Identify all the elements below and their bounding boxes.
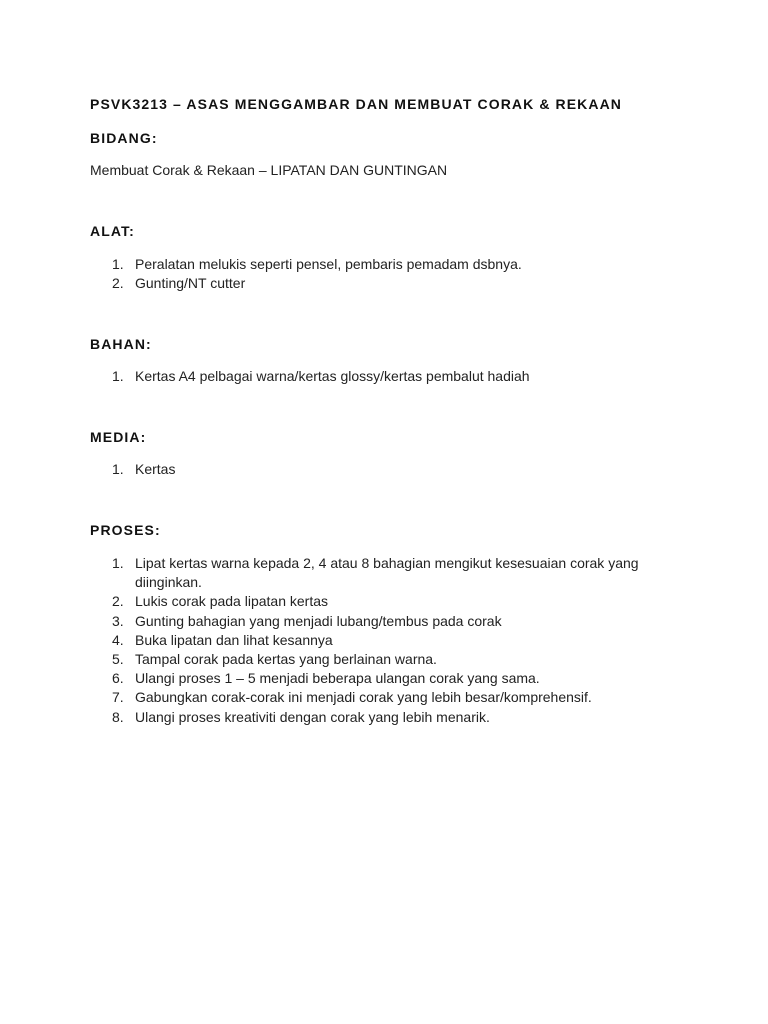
list-number: 2. bbox=[112, 593, 124, 610]
list-text: Gunting bahagian yang menjadi lubang/tembus pada corak bbox=[135, 612, 502, 629]
list-number: 5. bbox=[112, 651, 124, 668]
list-text: Peralatan melukis seperti pensel, pembaris pemadam dsbnya. bbox=[135, 256, 522, 272]
list-number: 6. bbox=[112, 670, 124, 687]
list-text: Ulangi proses 1 – 5 menjadi beberapa ulangan corak yang sama. bbox=[135, 670, 540, 687]
proses-list bbox=[0, 554, 695, 727]
list-item bbox=[0, 612, 695, 631]
list-text: Gunting/NT cutter bbox=[135, 275, 246, 292]
list-number: 8. bbox=[112, 708, 124, 725]
alat-list bbox=[0, 255, 695, 293]
list-item bbox=[0, 688, 695, 707]
list-item bbox=[0, 631, 695, 650]
heading-media: MEDIA: bbox=[90, 429, 147, 445]
heading-alat: ALAT: bbox=[90, 223, 135, 239]
document-title: PSVK3213 – ASAS MENGGAMBAR DAN MEMBUAT CORAK & REKAAN bbox=[90, 96, 623, 112]
list-text: Ulangi proses kreativiti dengan corak yang lebih menarik. bbox=[135, 708, 490, 725]
list-number: 7. bbox=[112, 689, 124, 706]
heading-bidang: BIDANG: bbox=[90, 130, 158, 146]
list-item bbox=[0, 592, 695, 611]
list-text: Gabungkan corak-corak ini menjadi corak yang lebih besar/komprehensif. bbox=[135, 689, 592, 706]
list-number: 4. bbox=[112, 631, 124, 648]
list-number: 1. bbox=[112, 555, 124, 571]
heading-proses: PROSES: bbox=[90, 522, 161, 538]
list-text: Kertas A4 pelbagai warna/kertas glossy/kertas pembalut hadiah bbox=[135, 368, 530, 384]
list-text: Lukis corak pada lipatan kertas bbox=[135, 593, 328, 610]
list-text: Buka lipatan dan lihat kesannya bbox=[135, 631, 333, 648]
list-item bbox=[0, 669, 695, 688]
list-text: Kertas bbox=[135, 461, 176, 477]
list-number: 1. bbox=[112, 368, 124, 384]
bidang-text: Membuat Corak & Rekaan – LIPATAN DAN GUNTINGAN bbox=[90, 162, 448, 178]
list-number: 1. bbox=[112, 256, 124, 272]
bahan-list bbox=[0, 367, 695, 386]
list-item bbox=[0, 255, 695, 274]
heading-bahan: BAHAN: bbox=[90, 336, 152, 352]
list-number: 3. bbox=[112, 612, 124, 629]
list-item bbox=[0, 274, 695, 293]
media-list bbox=[0, 460, 695, 479]
list-text: Tampal corak pada kertas yang berlainan warna. bbox=[135, 651, 437, 668]
list-item bbox=[0, 708, 695, 727]
list-number: 1. bbox=[112, 461, 124, 477]
list-item bbox=[0, 367, 695, 386]
list-item bbox=[0, 650, 695, 669]
list-item bbox=[0, 460, 695, 479]
list-number: 2. bbox=[112, 275, 124, 292]
list-item bbox=[0, 554, 695, 592]
list-text: Lipat kertas warna kepada 2, 4 atau 8 bahagian mengikut kesesuaian corak yang diinginkan. bbox=[135, 555, 639, 591]
